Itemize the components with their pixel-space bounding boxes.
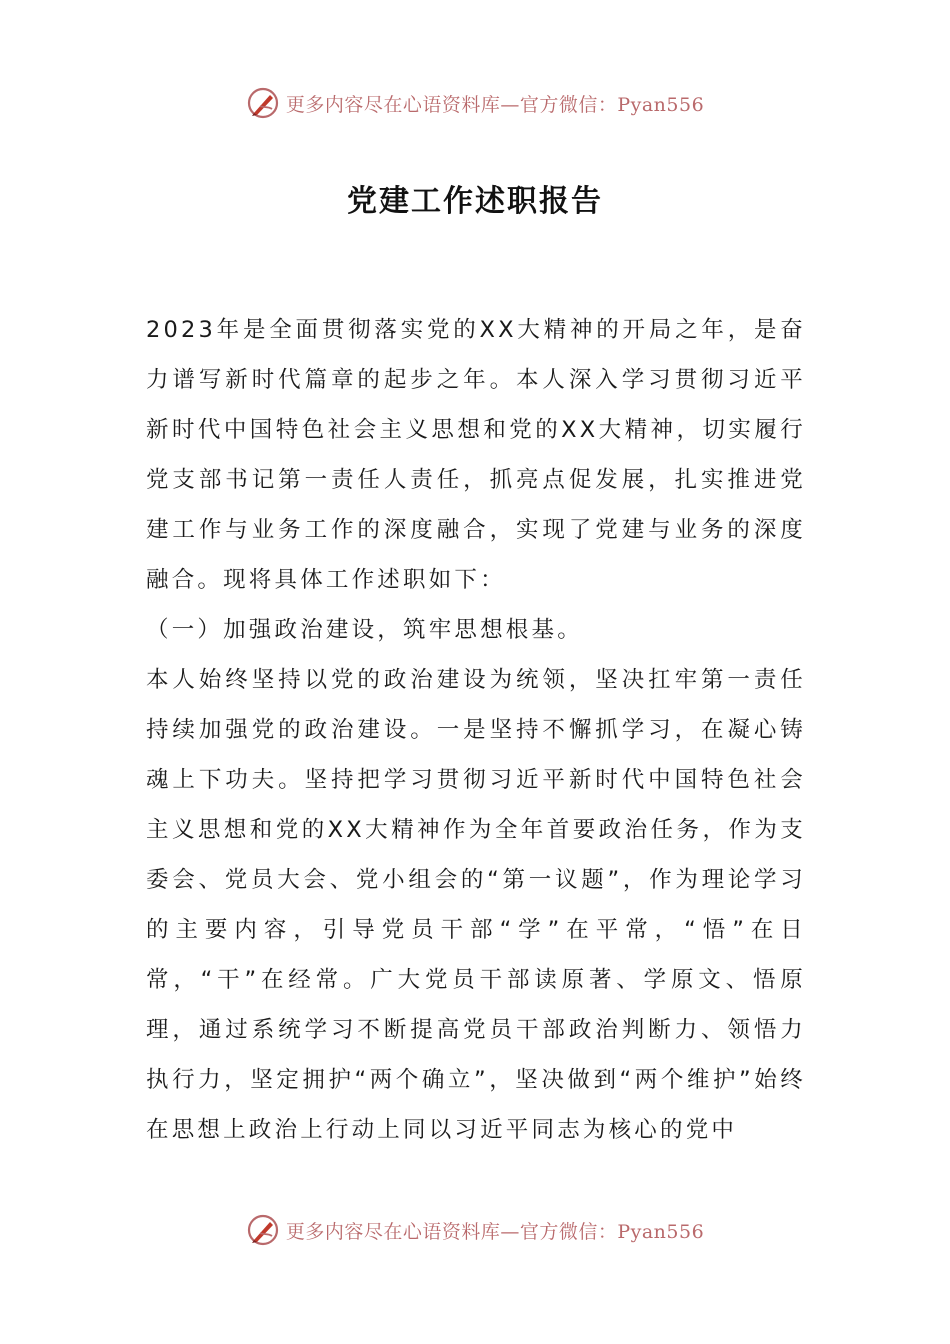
watermark-footer	[0, 1213, 950, 1247]
watermark-text: 更多内容尽在心语资料库—官方微信：Pyan556	[285, 1220, 705, 1243]
pen-logo-icon	[246, 86, 280, 120]
watermark-text: 更多内容尽在心语资料库—官方微信：Pyan556	[285, 93, 705, 116]
pen-logo-icon	[246, 1213, 280, 1247]
section-heading: （一）加强政治建设，筑牢思想根基。	[146, 617, 583, 643]
paragraph-intro: 2023年是全面贯彻落实党的XX大精神的开局之年，是奋力谱写新时代篇章的起步之年。本人深入学习贯彻习近平新时代中国特色社会主义思想和党的XX大精神，切实履行党支部书记第一责任人责任，抓亮点促发展，扎实推进党建工作与业务工作的深度融合，实现了党建与业务的深度融合。现将具体工作述职如下：	[146, 317, 806, 593]
document-title: 党建工作述职报告	[347, 184, 603, 219]
watermark-header	[0, 86, 950, 120]
document-body	[146, 305, 806, 1155]
paragraph-body: 本人始终坚持以党的政治建设为统领，坚决扛牢第一责任持续加强党的政治建设。一是坚持不懈抓学习，在凝心铸魂上下功夫。坚持把学习贯彻习近平新时代中国特色社会主义思想和党的XX大精神作为全年首要政治任务，作为支委会、党员大会、党小组会的“第一议题”，作为理论学习的主要内容，引导党员干部“学”在平常，“悟”在日常，“干”在经常。广大党员干部读原著、学原文、悟原理，通过系统学习不断提高党员干部政治判断力、领悟力执行力，坚定拥护“两个确立”，坚决做到“两个维护”始终在思想上政治上行动上同以习近平同志为核心的党中	[146, 667, 806, 1143]
